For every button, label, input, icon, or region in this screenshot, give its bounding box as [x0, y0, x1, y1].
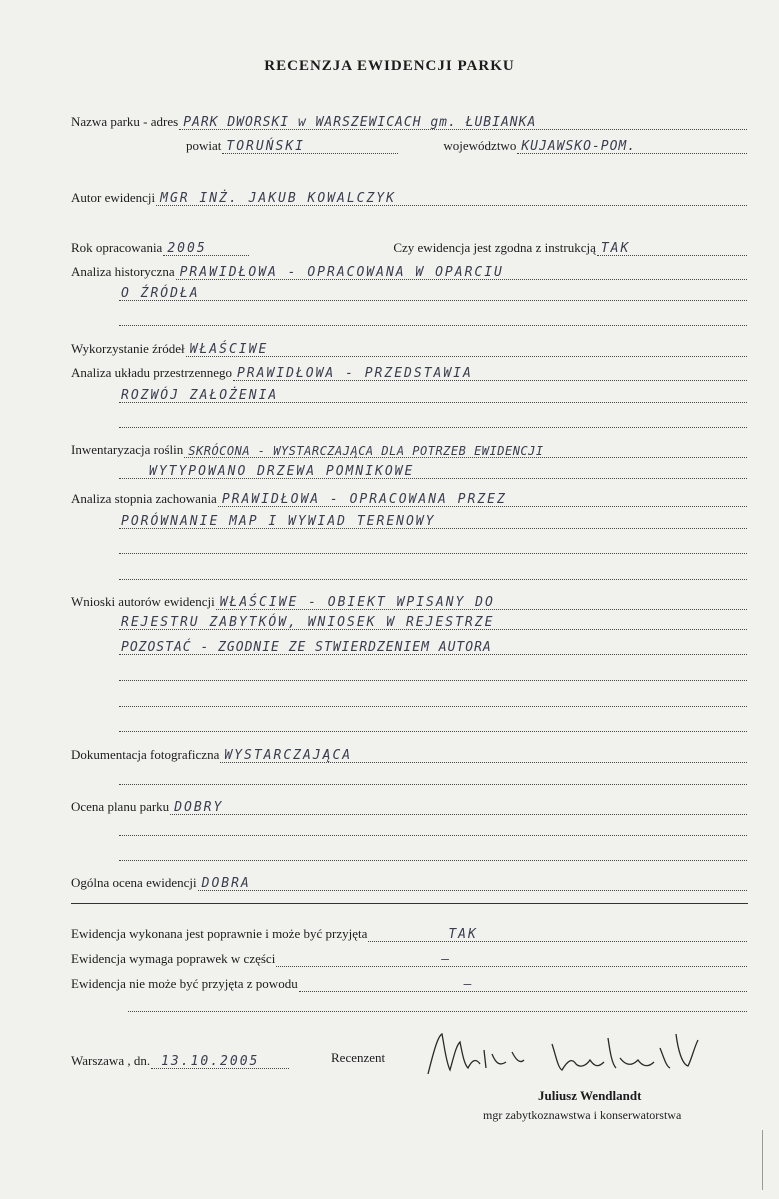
- compliance-value: TAK: [600, 241, 631, 256]
- park-name-value: PARK DWORSKI w WARSZEWICACH gm. ŁUBIANKA: [183, 115, 537, 130]
- preservation-field[interactable]: [218, 492, 747, 507]
- sources-label: Wykorzystanie źródeł: [71, 341, 185, 356]
- conclusions-value-3: POZOSTAĆ - ZGODNIE ZE STWIERDZENIEM AUTORA: [121, 640, 492, 655]
- plan-continuation-2[interactable]: [119, 846, 747, 861]
- verdict-corrections-field[interactable]: [276, 952, 747, 967]
- compliance-label: Czy ewidencja jest zgodna z instrukcją: [393, 240, 596, 255]
- row-author: [71, 186, 747, 206]
- layout-value-1: PRAWIDŁOWA - PRZEDSTAWIA: [236, 366, 473, 381]
- reviewer-name: Juliusz Wendlandt: [538, 1088, 642, 1103]
- date-field[interactable]: [151, 1054, 289, 1069]
- verdict-rejected-label: Ewidencja nie może być przyjęta z powodu: [71, 976, 298, 991]
- conclusions-continuation-3[interactable]: [119, 666, 747, 681]
- row-conclusions: [71, 590, 747, 610]
- plants-value-2: WYTYPOWANO DRZEWA POMNIKOWE: [149, 464, 415, 479]
- county-value: TORUŃSKI: [226, 139, 306, 154]
- row-verdict-corrections: [71, 947, 747, 967]
- conclusions-label: Wnioski autorów ewidencji: [71, 594, 215, 609]
- row-layout: [71, 361, 747, 381]
- preservation-value-1: PRAWIDŁOWA - OPRACOWANA PRZEZ: [221, 492, 507, 507]
- reviewer-label: Recenzent: [331, 1050, 386, 1065]
- historical-label: Analiza historyczna: [71, 264, 175, 279]
- overall-value: DOBRA: [201, 876, 251, 891]
- plants-field[interactable]: [184, 443, 747, 458]
- divider-line: [71, 903, 748, 904]
- plants-label: Inwentaryzacja roślin: [71, 442, 184, 457]
- verdict-accepted-field[interactable]: [368, 927, 747, 942]
- plan-continuation-1[interactable]: [119, 821, 747, 836]
- signature-scribble: [420, 1030, 710, 1078]
- preservation-continuation-3[interactable]: [119, 565, 747, 580]
- voivodeship-field[interactable]: [517, 139, 747, 154]
- row-date: [71, 1049, 289, 1069]
- plan-label: Ocena planu parku: [71, 799, 170, 814]
- plan-value: DOBRY: [174, 800, 224, 815]
- photos-value: WYSTARCZAJĄCA: [224, 748, 353, 763]
- row-verdict-accepted: [71, 922, 747, 942]
- verdict-accepted-value: TAK: [448, 927, 478, 942]
- historical-field[interactable]: [176, 265, 747, 280]
- author-value: MGR INŻ. JAKUB KOWALCZYK: [160, 191, 396, 206]
- compliance-field[interactable]: [597, 241, 747, 256]
- historical-continuation-1[interactable]: [119, 286, 747, 301]
- park-name-label: Nazwa parku - adres: [71, 114, 179, 129]
- historical-value-1: PRAWIDŁOWA - OPRACOWANA W OPARCIU: [179, 265, 504, 280]
- reviewer-title: mgr zabytkoznawstwa i konserwatorstwa: [483, 1108, 682, 1122]
- photos-continuation-1[interactable]: [119, 770, 747, 785]
- conclusions-value-2: REJESTRU ZABYTKÓW, WNIOSEK W REJESTRZE: [121, 615, 495, 630]
- layout-value-2: ROZWÓJ ZAŁOŻENIA: [121, 388, 279, 403]
- conclusions-field[interactable]: [216, 595, 747, 610]
- conclusions-continuation-4[interactable]: [119, 692, 747, 707]
- margin-mark: [762, 1130, 765, 1190]
- conclusions-continuation-2[interactable]: [119, 640, 747, 655]
- sources-value: WŁAŚCIWE: [189, 342, 269, 357]
- verdict-corrections-label: Ewidencja wymaga poprawek w części: [71, 951, 276, 966]
- place-label: Warszawa , dn.: [71, 1053, 151, 1068]
- row-year: [71, 236, 747, 256]
- form-title: RECENZJA EWIDENCJI PARKU: [264, 58, 515, 74]
- verdict-rejected-field[interactable]: [299, 977, 747, 992]
- verdict-rejected-value: —: [463, 977, 474, 992]
- row-preservation: [71, 487, 747, 507]
- voivodeship-value: KUJAWSKO-POM.: [521, 139, 637, 154]
- sources-field[interactable]: [186, 342, 747, 357]
- row-plan: [71, 795, 747, 815]
- photos-label: Dokumentacja fotograficzna: [71, 747, 220, 762]
- plants-value-1: SKRÓCONA - WYSTARCZAJĄCA DLA POTRZEB EWIDENCJI: [188, 444, 544, 458]
- voivodeship-label: województwo: [443, 138, 517, 153]
- overall-label: Ogólna ocena ewidencji: [71, 875, 197, 890]
- layout-continuation-1[interactable]: [119, 388, 747, 403]
- row-county: [186, 134, 747, 154]
- year-label: Rok opracowania: [71, 240, 163, 255]
- layout-continuation-2[interactable]: [119, 413, 747, 428]
- historical-value-2: O ŹRÓDŁA: [121, 286, 200, 301]
- verdict-accepted-label: Ewidencja wykonana jest poprawnie i może być przyjęta: [71, 926, 368, 941]
- row-historical: [71, 260, 747, 280]
- author-field[interactable]: [156, 191, 747, 206]
- preservation-value-2: PORÓWNANIE MAP I WYWIAD TERENOWY: [121, 514, 436, 529]
- layout-field[interactable]: [233, 366, 747, 381]
- conclusions-value-1: WŁAŚCIWE - OBIEKT WPISANY DO: [219, 595, 495, 610]
- preservation-label: Analiza stopnia zachowania: [71, 491, 217, 506]
- historical-continuation-2[interactable]: [119, 311, 747, 326]
- author-label: Autor ewidencji: [71, 190, 156, 205]
- verdict-rejected-continuation[interactable]: [128, 997, 747, 1012]
- row-plants: [71, 438, 747, 458]
- row-verdict-rejected: [71, 972, 747, 992]
- row-overall: [71, 871, 747, 891]
- year-value: 2005: [167, 241, 207, 256]
- row-sources: [71, 337, 747, 357]
- county-field[interactable]: [222, 139, 398, 154]
- year-field[interactable]: [163, 241, 249, 256]
- row-park-name: [71, 110, 747, 130]
- layout-label: Analiza układu przestrzennego: [71, 365, 232, 380]
- preservation-continuation-2[interactable]: [119, 539, 747, 554]
- overall-field[interactable]: [198, 876, 747, 891]
- conclusions-continuation-1[interactable]: [119, 615, 747, 630]
- row-photos: [71, 743, 747, 763]
- photos-field[interactable]: [220, 748, 747, 763]
- plan-field[interactable]: [170, 800, 747, 815]
- date-value: 13.10.2005: [161, 1054, 260, 1069]
- verdict-corrections-value: —: [441, 952, 452, 967]
- park-name-field[interactable]: [179, 115, 747, 130]
- conclusions-continuation-5[interactable]: [119, 717, 747, 732]
- plants-continuation-1[interactable]: [119, 464, 747, 479]
- preservation-continuation-1[interactable]: [119, 514, 747, 529]
- county-label: powiat: [186, 138, 222, 153]
